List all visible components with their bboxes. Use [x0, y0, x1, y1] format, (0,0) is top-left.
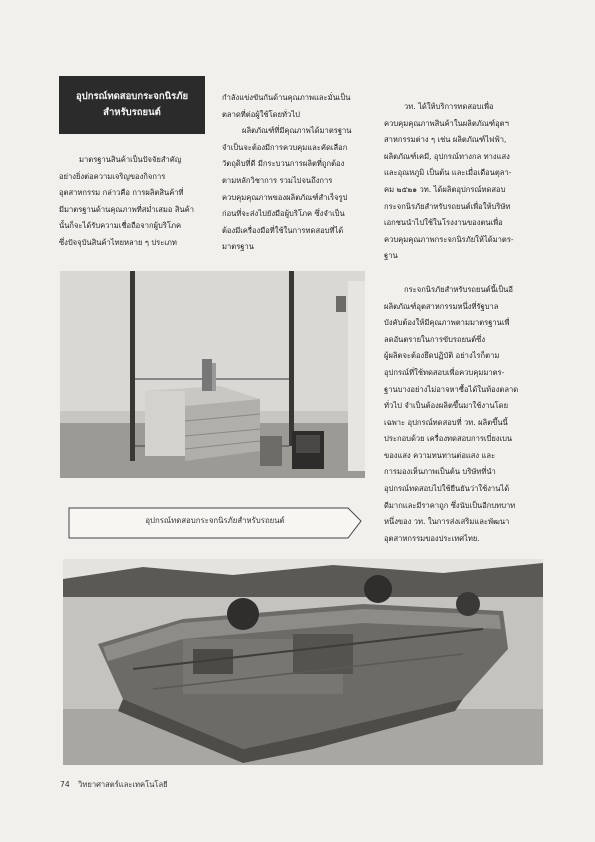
text-column-3 [384, 99, 542, 547]
text-line: กำลังแข่งขันกันด้านคุณภาพและมั่นเป็น [222, 93, 351, 102]
text-line: มาตรฐาน [222, 242, 254, 252]
text-line: ก่อนที่จะส่งไปยังมือผู้บริโภค ซึ่งจำเป็น [222, 209, 345, 219]
text-line: สาหกรรมต่าง ๆ เช่น ผลิตภัณฑ์ไฟฟ้า, [384, 135, 507, 145]
text-line: ของแสง ความทนทานต่อแสง และ [384, 450, 496, 460]
text-line: อุปกรณ์ทดสอบไปใช้ยืนยันว่าใช้งานได้ [384, 484, 510, 494]
text-line: มาตรฐานสินค้าเป็นปัจจัยสำคัญ [79, 155, 182, 164]
text-line: ตามหลักวิชาการ รวมไปจนถึงการ [222, 175, 333, 185]
text-line: กระจกนิรภัยสำหรับรถยนต์นี้เป็นอี [404, 284, 513, 294]
publication-name: วิทยาศาสตร์และเทคโนโลยี [78, 780, 168, 789]
text-line: ผลิตภัณฑ์เคมี, อุปกรณ์ทางกล ทางแสง [384, 151, 510, 161]
text-line: ควบคุมคุณภาพของผลิตภัณฑ์สำเร็จรูป [222, 192, 348, 202]
text-line: ผู้ผลิตจะต้องยึดปฏิบัติ อย่างไรก็ตาม [384, 351, 500, 361]
text-column-1 [59, 152, 211, 252]
text-line: การมองเห็นภาพเป็นต้น บริษัทที่นำ [384, 467, 496, 477]
text-line: เอกชนนำไปใช้ในโรงงานของตนเพื่อ [384, 218, 503, 228]
text-line: ต้องมีเครื่องมือที่ใช้ในการทดสอบที่ได้ [222, 225, 344, 235]
text-line: เฉพาะ อุปกรณ์ทดสอบที่ วท. ผลิตขึ้นนี้ [384, 417, 508, 427]
page-footer [60, 779, 174, 791]
text-line: ประกอบด้วย เครื่องทดสอบการเบี่ยงเบน [384, 434, 513, 444]
text-column-2 [222, 90, 374, 256]
text-line: กระจกนิรภัยสำหรับรถยนต์เพื่อให้บริษัท [384, 201, 511, 211]
text-line: บังคับต้องให้มีคุณภาพตามมาตรฐานเพื่ [384, 318, 510, 328]
text-line: หนึ่งของ วท. ในการส่งเสริมและพัฒนา [384, 517, 510, 527]
text-line: ควบคุมคุณภาพกระจกนิรภัยให้ได้มาตร- [384, 234, 514, 244]
text-line: ฐาน [384, 251, 398, 261]
text-line: วัตถุดิบที่ดี มีกระบวนการผลิตที่ถูกต้อง [222, 159, 345, 169]
text-line: อุตสาหกรรมของประเทศไทย. [384, 533, 480, 543]
photo-caption-box [65, 498, 365, 544]
text-line: ควบคุมคุณภาพสินค้าในผลิตภัณฑ์อุตฯ [384, 118, 509, 128]
text-line: วท. ได้ให้บริการทดสอบเพื่อ [404, 102, 494, 111]
text-line: คม ๒๕๒๑ วท. ได้ผลิตอุปกรณ์ทดสอบ [384, 184, 506, 194]
text-line: จำเป็นจะต้องมีการควบคุมและคัดเลือก [222, 142, 348, 152]
text-line: ตลาดที่ต่อผู้ใช้โดยทั่วไป [222, 109, 300, 119]
text-line: ฐานบางอย่างไม่อาจหาซื้อได้ในท้องตลาด [384, 384, 519, 394]
paragraph-1 [384, 99, 542, 265]
text-line: นั้นก็จะได้รับความเชื่อถือจากผู้บริโภค [59, 221, 182, 231]
text-line: มีมาตรฐานด้านคุณภาพที่สม่ำเสมอ สินค้า [59, 204, 195, 214]
article-title-line1: อุปกรณ์ทดสอบกระจกนิรภัย [75, 91, 189, 102]
text-line: ทั่วไป จำเป็นต้องผลิตขึ้นมาใช้งานโดย [384, 401, 509, 411]
article-title-box [59, 76, 205, 134]
text-line: ดีมากและมีราคาถูก ซึ่งนับเป็นอีกบทบาท [384, 500, 516, 510]
paragraph-2 [384, 282, 542, 548]
text-line: อุปกรณ์ที่ใช้ทดสอบเพื่อควบคุมมาตร- [384, 367, 505, 377]
crashed-car-photo [63, 559, 543, 765]
text-line: อุตสาหกรรม กล่าวคือ การผลิตสินค้าที่ [59, 188, 184, 198]
photo-caption: อุปกรณ์ทดสอบกระจกนิรภัยสำหรับรถยนต์ [145, 516, 285, 525]
text-line: และอุณหภูมิ เป็นต้น และเมื่อเดือนตุลา- [384, 168, 512, 178]
text-line: อย่างยิ่งต่อความเจริญของกิจการ [59, 171, 166, 181]
page-number: 74 [60, 780, 70, 789]
text-line: ซึ่งปัจจุบันสินค้าไทยหลาย ๆ ประเภท [59, 237, 177, 247]
article-title-line2: สำหรับรถยนต์ [103, 107, 161, 118]
text-line: ผลิตภัณฑ์ที่มีคุณภาพได้มาตรฐาน [242, 126, 352, 136]
text-line: ลดอันตรายในการขับรถยนต์ซึ่ง [384, 334, 486, 344]
test-equipment-photo [60, 271, 365, 478]
text-line: ผลิตภัณฑ์อุตสาหกรรมหนึ่งที่รัฐบาล [384, 301, 499, 311]
